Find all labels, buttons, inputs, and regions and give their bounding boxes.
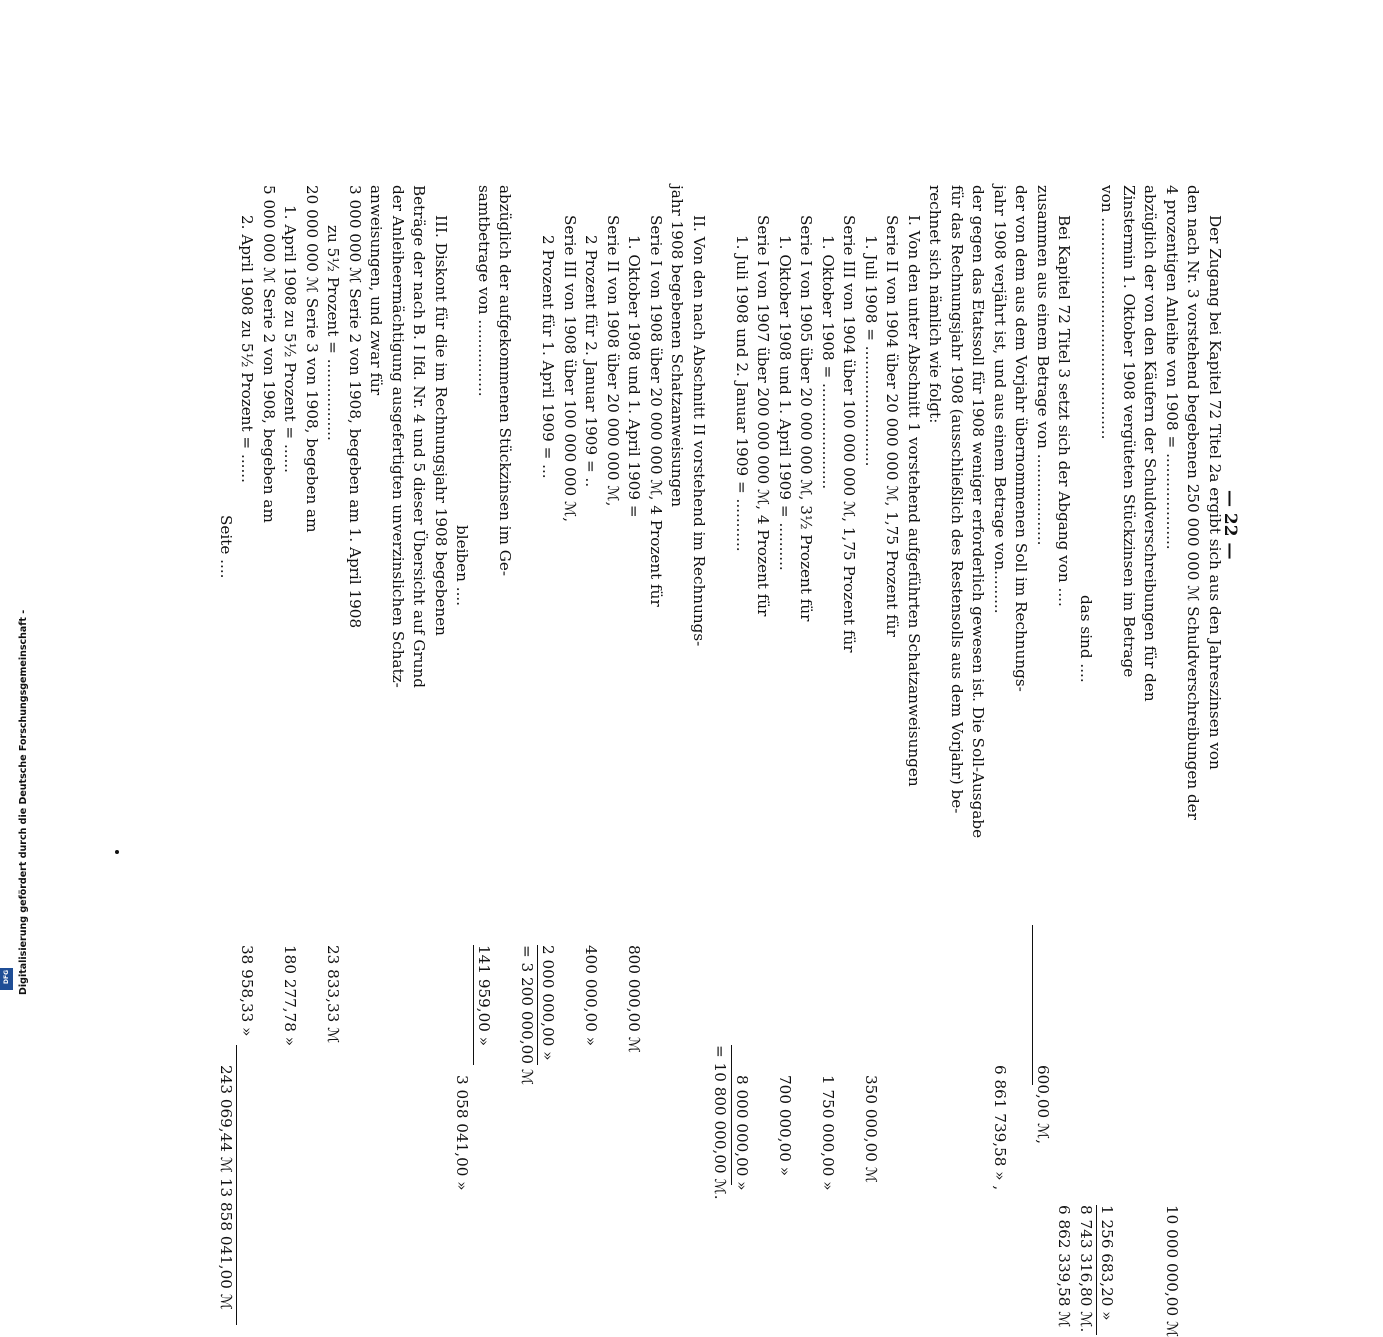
line-text: Serie III von 1908 über 100 000 000 ℳ, xyxy=(561,215,579,523)
text-line xyxy=(1055,185,1075,1335)
text-line xyxy=(969,185,989,1335)
line-text: 20 000 000 ℳ Serie 3 von 1908, begeben am xyxy=(303,185,321,533)
line-amount: 141 959,00 » xyxy=(475,945,493,1047)
text-line xyxy=(302,185,322,1335)
sum-rule xyxy=(237,1045,238,1325)
line-text: zusammen aus einem Betrage von ................... xyxy=(1034,185,1052,546)
line-amount: 2 000 000,00 » xyxy=(539,945,558,1061)
text-line xyxy=(947,185,967,1335)
text-line xyxy=(990,185,1010,1335)
line-text: für das Rechnungsjahr 1908 (ausschließlich des Restensolls aus dem Vorjahr) be- xyxy=(948,185,966,814)
line-text: rechnet sich nämlich wie folgt: xyxy=(926,185,945,424)
text-line xyxy=(560,185,580,1335)
text-line xyxy=(861,185,881,1335)
text-line xyxy=(496,185,516,1335)
ink-dot xyxy=(115,850,119,854)
text-line xyxy=(345,185,365,1335)
line-text: der von dem aus dem Vorjahr übernommenen Soll im Rechnungs- xyxy=(1012,185,1031,692)
line-text: III. Diskont für die im Rechnungsjahr 1908 begebenen xyxy=(432,215,450,636)
text-line xyxy=(474,185,494,1335)
line-text: Beträge der nach B. I lfd. Nr. 4 und 5 dieser Übersicht auf Grund xyxy=(410,185,429,689)
page-number: — 22 — xyxy=(1220,490,1240,560)
text-line xyxy=(281,185,301,1335)
text-line xyxy=(754,185,774,1335)
text-line xyxy=(582,185,602,1335)
line-text: der gegen das Etatssoll für 1908 weniger erforderlich gewesen ist. Die Soll-Ausgabe xyxy=(969,185,988,839)
text-line xyxy=(1012,185,1032,1335)
line-text: bleiben .... xyxy=(453,525,472,607)
line-amount: 1 750 000,00 » xyxy=(819,1075,837,1191)
sum-rule xyxy=(538,945,539,1065)
line-amount: 400 000,00 » xyxy=(582,945,601,1047)
line-amount: 700 000,00 » xyxy=(776,1075,794,1177)
text-line xyxy=(689,185,709,1335)
sum-rule xyxy=(473,945,474,1065)
text-line xyxy=(410,185,430,1335)
text-line xyxy=(926,185,946,1335)
line-text: Serie I von 1908 über 20 000 000 ℳ, 4 Prozent für xyxy=(647,215,665,607)
text-line xyxy=(238,185,258,1335)
line-text: 5 000 000 ℳ Serie 2 von 1908, begeben am xyxy=(260,185,278,523)
line-amount: = 10 800 000,00 ℳ. xyxy=(711,1045,730,1200)
text-line xyxy=(711,185,731,1335)
line-text: Serie I von 1905 über 20 000 000 ℳ, 3½ Prozent für xyxy=(797,215,816,622)
text-line xyxy=(1076,185,1096,1335)
line-text: 1. Juli 1908 = ......................... xyxy=(862,235,880,467)
text-line xyxy=(1162,185,1182,1335)
line-text: Zinstermin 1. Oktober 1908 vergüteten Stückzinsen im Betrage xyxy=(1120,185,1138,678)
text-line xyxy=(388,185,408,1335)
line-amount: 3 058 041,00 » xyxy=(453,1075,472,1191)
page-body xyxy=(75,185,1225,1337)
digitization-footer: Digitalisierung gefördert durch die Deutsche Forschungsgemeinschaft - xyxy=(18,609,29,995)
sum-rule xyxy=(1032,925,1033,1085)
text-line xyxy=(668,185,688,1335)
line-text: 1. Oktober 1908 = ...................... xyxy=(819,235,837,490)
text-line xyxy=(431,185,451,1335)
line-text: der Anleiheermächtigung ausgefertigten unverzinslichen Schatz- xyxy=(389,185,407,688)
text-line xyxy=(1119,185,1139,1335)
line-text: 2 Prozent für 2. Januar 1909 = .. xyxy=(582,235,601,488)
line-amount: 6 862 339,58 ℳ xyxy=(1055,1205,1074,1328)
line-text: 4 prozentigen Anleihe von 1908 = .................... xyxy=(1163,185,1181,550)
line-amount: 38 958,33 » xyxy=(238,945,257,1037)
text-line xyxy=(216,185,236,1335)
line-text: Bei Kapitel 72 Titel 3 setzt sich der Abgang von .... xyxy=(1055,215,1074,607)
text-line xyxy=(883,185,903,1335)
dfg-logo xyxy=(0,968,13,990)
line-amount: 23 833,33 ℳ xyxy=(324,945,343,1044)
line-text: Serie I von 1907 über 200 000 000 ℳ, 4 Prozent für xyxy=(754,215,773,617)
text-line xyxy=(259,185,279,1335)
line-amount: 350 000,00 ℳ xyxy=(862,1075,880,1184)
text-line xyxy=(324,185,344,1335)
text-line xyxy=(797,185,817,1335)
line-text: 1. Oktober 1908 und 1. April 1909 = .......... xyxy=(776,235,794,571)
line-text: II. Von den nach Abschnitt II vorstehend im Rechnungs- xyxy=(690,215,708,647)
line-text: zu 5½ Prozent = ................. xyxy=(324,225,343,441)
sum-rule xyxy=(731,1045,732,1185)
text-line xyxy=(1184,185,1204,1335)
line-amount: 243 069,44 ℳ 13 858 041,00 ℳ xyxy=(217,1065,235,1311)
text-line xyxy=(517,185,537,1335)
line-text: Serie II von 1904 über 20 000 000 ℳ, 1,75 Prozent für xyxy=(883,215,902,637)
line-text: 2 Prozent für 1. April 1909 = ... xyxy=(539,235,558,479)
text-line xyxy=(625,185,645,1335)
line-text: jahr 1908 verjährt ist, und aus einem Betrage von......... xyxy=(991,185,1009,614)
line-text: samtbetrage von ................ xyxy=(475,185,493,397)
text-line xyxy=(367,185,387,1335)
text-line xyxy=(904,185,924,1335)
line-text: 2. April 1908 zu 5½ Prozent = ...... xyxy=(238,215,257,483)
line-text: Serie III von 1904 über 100 000 000 ℳ, 1,75 Prozent für xyxy=(840,215,859,653)
line-amount: 8 743 316,80 ℳ. xyxy=(1077,1205,1095,1333)
text-line xyxy=(1033,185,1053,1335)
line-amount: 8 000 000,00 » xyxy=(733,1075,751,1191)
text-line xyxy=(1205,185,1225,1335)
sum-rule xyxy=(1097,1205,1098,1335)
line-amount: 6 861 739,58 » , xyxy=(991,1065,1009,1191)
line-amount: 600,00 ℳ, xyxy=(1034,1065,1052,1145)
text-line xyxy=(818,185,838,1335)
dfg-logo-text: DFG xyxy=(3,969,10,984)
text-line xyxy=(603,185,623,1335)
line-text: 1. Juli 1908 und 2. Januar 1909 = ........... xyxy=(733,235,751,552)
line-text: von .............................................. xyxy=(1098,185,1117,440)
line-text: Der Zugang bei Kapitel 72 Titel 2a ergibt sich aus den Jahreszinsen von xyxy=(1206,215,1224,770)
line-text: anweisungen, und zwar für xyxy=(367,185,386,396)
line-amount: = 3 200 000,00 ℳ xyxy=(518,945,536,1086)
text-line xyxy=(1141,185,1161,1335)
line-text: Seite .... xyxy=(217,515,235,579)
text-line xyxy=(646,185,666,1335)
text-line xyxy=(840,185,860,1335)
line-text: 3 000 000 ℳ Serie 2 von 1908, begeben am 1. April 1908 xyxy=(346,185,364,629)
line-text: abzüglich der aufgekommenen Stückzinsen im Ge- xyxy=(496,185,515,576)
line-amount: 1 256 683,20 » xyxy=(1098,1205,1117,1321)
line-text: abzüglich der von den Käufern der Schuldverschreibungen für den xyxy=(1141,185,1160,702)
text-line xyxy=(732,185,752,1335)
line-text: das sind .... xyxy=(1077,595,1095,683)
line-text: jahr 1908 begebenen Schatzanweisungen xyxy=(668,185,687,508)
line-amount: 10 000 000,00 ℳ xyxy=(1163,1205,1181,1337)
text-line xyxy=(539,185,559,1335)
line-amount: 800 000,00 ℳ xyxy=(625,945,644,1054)
text-line xyxy=(453,185,473,1335)
line-text: den nach Nr. 3 vorstehend begebenen 250 000 000 ℳ Schuldverschreibungen der xyxy=(1184,185,1203,820)
line-amount: 180 277,78 » xyxy=(281,945,300,1047)
text-line xyxy=(775,185,795,1335)
text-line xyxy=(1098,185,1118,1335)
line-text: 1. Oktober 1908 und 1. April 1909 = xyxy=(625,235,644,518)
line-text: I. Von den unter Abschnitt 1 vorstehend aufgeführten Schatzanweisungen xyxy=(905,215,923,787)
line-text: 1. April 1908 zu 5½ Prozent = ...... xyxy=(281,205,300,473)
line-text: Serie II von 1908 über 20 000 000 ℳ, xyxy=(604,215,622,507)
